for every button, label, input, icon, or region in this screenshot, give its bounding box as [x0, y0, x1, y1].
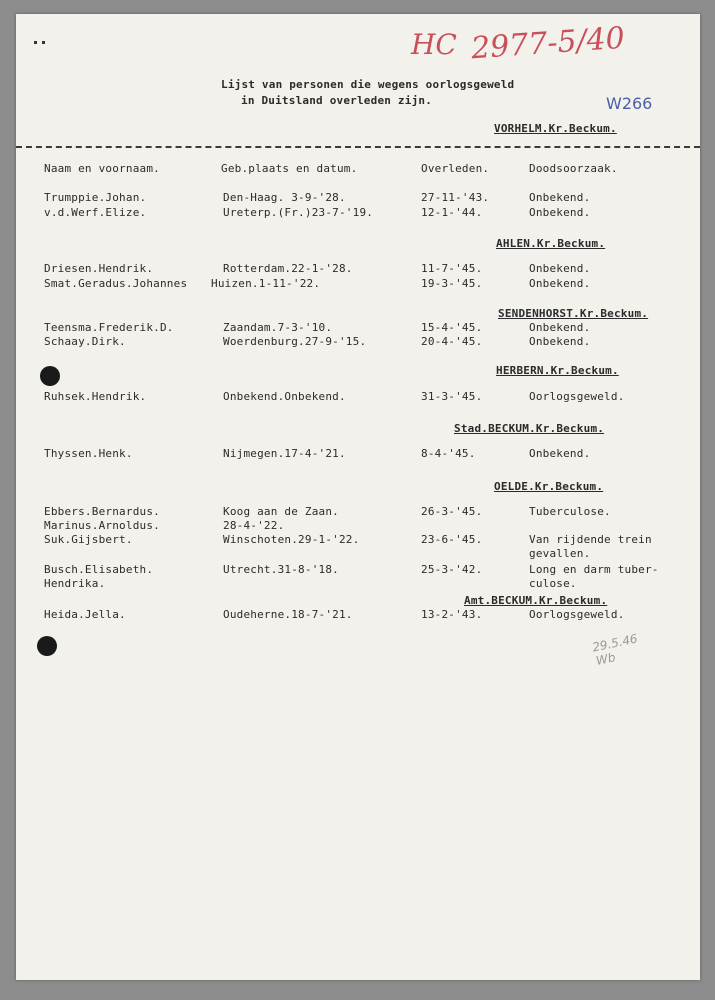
birth-place-date: Rotterdam.22-1-'28.: [223, 262, 353, 275]
pencil-note-date: 29.5.46: [591, 631, 639, 655]
cause-of-death: Onbekend.: [529, 335, 591, 348]
cause-of-death: Tuberculose.: [529, 505, 611, 518]
header-divider: [16, 146, 700, 148]
column-header-name: Naam en voornaam.: [44, 162, 160, 175]
death-date: 20-4-'45.: [421, 335, 483, 348]
person-name: Schaay.Dirk.: [44, 335, 126, 348]
section-heading: HERBERN.Kr.Beckum.: [496, 364, 619, 377]
birth-place-date: Utrecht.31-8-'18.: [223, 563, 339, 576]
person-name: Thyssen.Henk.: [44, 447, 133, 460]
cause-of-death: Onbekend.: [529, 447, 591, 460]
death-date: 25-3-'42.: [421, 563, 483, 576]
cause-of-death-continued: gevallen.: [529, 547, 591, 560]
death-date: 11-7-'45.: [421, 262, 483, 275]
person-name: Teensma.Frederik.D.: [44, 321, 174, 334]
person-name: Busch.Elisabeth.: [44, 563, 154, 576]
pencil-note-initials: Wb: [594, 650, 617, 668]
death-date: 12-1-'44.: [421, 206, 483, 219]
death-date: 19-3-'45.: [421, 277, 483, 290]
death-date: 13-2-'43.: [421, 608, 483, 621]
birth-place-date: 28-4-'22.: [223, 519, 285, 532]
person-name: Suk.Gijsbert.: [44, 533, 133, 546]
person-name: Driesen.Hendrik.: [44, 262, 154, 275]
birth-place-date: Huizen.1-11-'22.: [211, 277, 321, 290]
column-header-died: Overleden.: [421, 162, 490, 175]
cause-of-death: Long en darm tuber-: [529, 563, 659, 576]
birth-place-date: Woerdenburg.27-9-'15.: [223, 335, 367, 348]
person-name: v.d.Werf.Elize.: [44, 206, 147, 219]
cause-of-death: Onbekend.: [529, 191, 591, 204]
document-page: [16, 14, 700, 980]
column-header-birth: Geb.plaats en datum.: [221, 162, 358, 175]
punch-mark: [42, 41, 45, 44]
cause-of-death: Oorlogsgeweld.: [529, 390, 625, 403]
person-name: Ruhsek.Hendrik.: [44, 390, 147, 403]
handwritten-file-number: 2977-5/40: [469, 20, 626, 67]
cause-of-death: Onbekend.: [529, 206, 591, 219]
section-heading: VORHELM.Kr.Beckum.: [494, 122, 617, 135]
birth-place-date: Winschoten.29-1-'22.: [223, 533, 360, 546]
document-title-line1: Lijst van personen die wegens oorlogsgeweld: [221, 78, 515, 91]
section-heading: OELDE.Kr.Beckum.: [494, 480, 604, 493]
birth-place-date: Oudeherne.18-7-'21.: [223, 608, 353, 621]
section-heading: AHLEN.Kr.Beckum.: [496, 237, 606, 250]
section-heading: Stad.BECKUM.Kr.Beckum.: [454, 422, 605, 435]
person-name: Ebbers.Bernardus.: [44, 505, 160, 518]
handwritten-initials: HC: [411, 28, 457, 61]
birth-place-date: Zaandam.7-3-'10.: [223, 321, 333, 334]
punch-mark: [34, 41, 37, 44]
birth-place-date: Den-Haag. 3-9-'28.: [223, 191, 346, 204]
cause-of-death: Oorlogsgeweld.: [529, 608, 625, 621]
section-heading: Amt.BECKUM.Kr.Beckum.: [464, 594, 608, 607]
birth-place-date: Ureterp.(Fr.)23-7-'19.: [223, 206, 374, 219]
person-name: Smat.Geradus.Johannes: [44, 277, 188, 290]
document-title-line2: in Duitsland overleden zijn.: [241, 94, 433, 107]
person-name: Hendrika.: [44, 577, 106, 590]
person-name: Trumppie.Johan.: [44, 191, 147, 204]
death-date: 8-4-'45.: [421, 447, 476, 460]
cause-of-death: Onbekend.: [529, 321, 591, 334]
birth-place-date: Onbekend.Onbekend.: [223, 390, 346, 403]
reference-code: W266: [606, 94, 653, 113]
death-date: 23-6-'45.: [421, 533, 483, 546]
death-date: 26-3-'45.: [421, 505, 483, 518]
column-header-cause: Doodsoorzaak.: [529, 162, 618, 175]
death-date: 31-3-'45.: [421, 390, 483, 403]
death-date: 27-11-'43.: [421, 191, 490, 204]
punch-hole: [37, 636, 57, 656]
death-date: 15-4-'45.: [421, 321, 483, 334]
punch-hole: [40, 366, 60, 386]
cause-of-death: Onbekend.: [529, 277, 591, 290]
person-name: Marinus.Arnoldus.: [44, 519, 160, 532]
cause-of-death: Van rijdende trein: [529, 533, 652, 546]
cause-of-death: Onbekend.: [529, 262, 591, 275]
person-name: Heida.Jella.: [44, 608, 126, 621]
cause-of-death-continued: culose.: [529, 577, 577, 590]
birth-place-date: Koog aan de Zaan.: [223, 505, 339, 518]
birth-place-date: Nijmegen.17-4-'21.: [223, 447, 346, 460]
section-heading: SENDENHORST.Kr.Beckum.: [498, 307, 649, 320]
